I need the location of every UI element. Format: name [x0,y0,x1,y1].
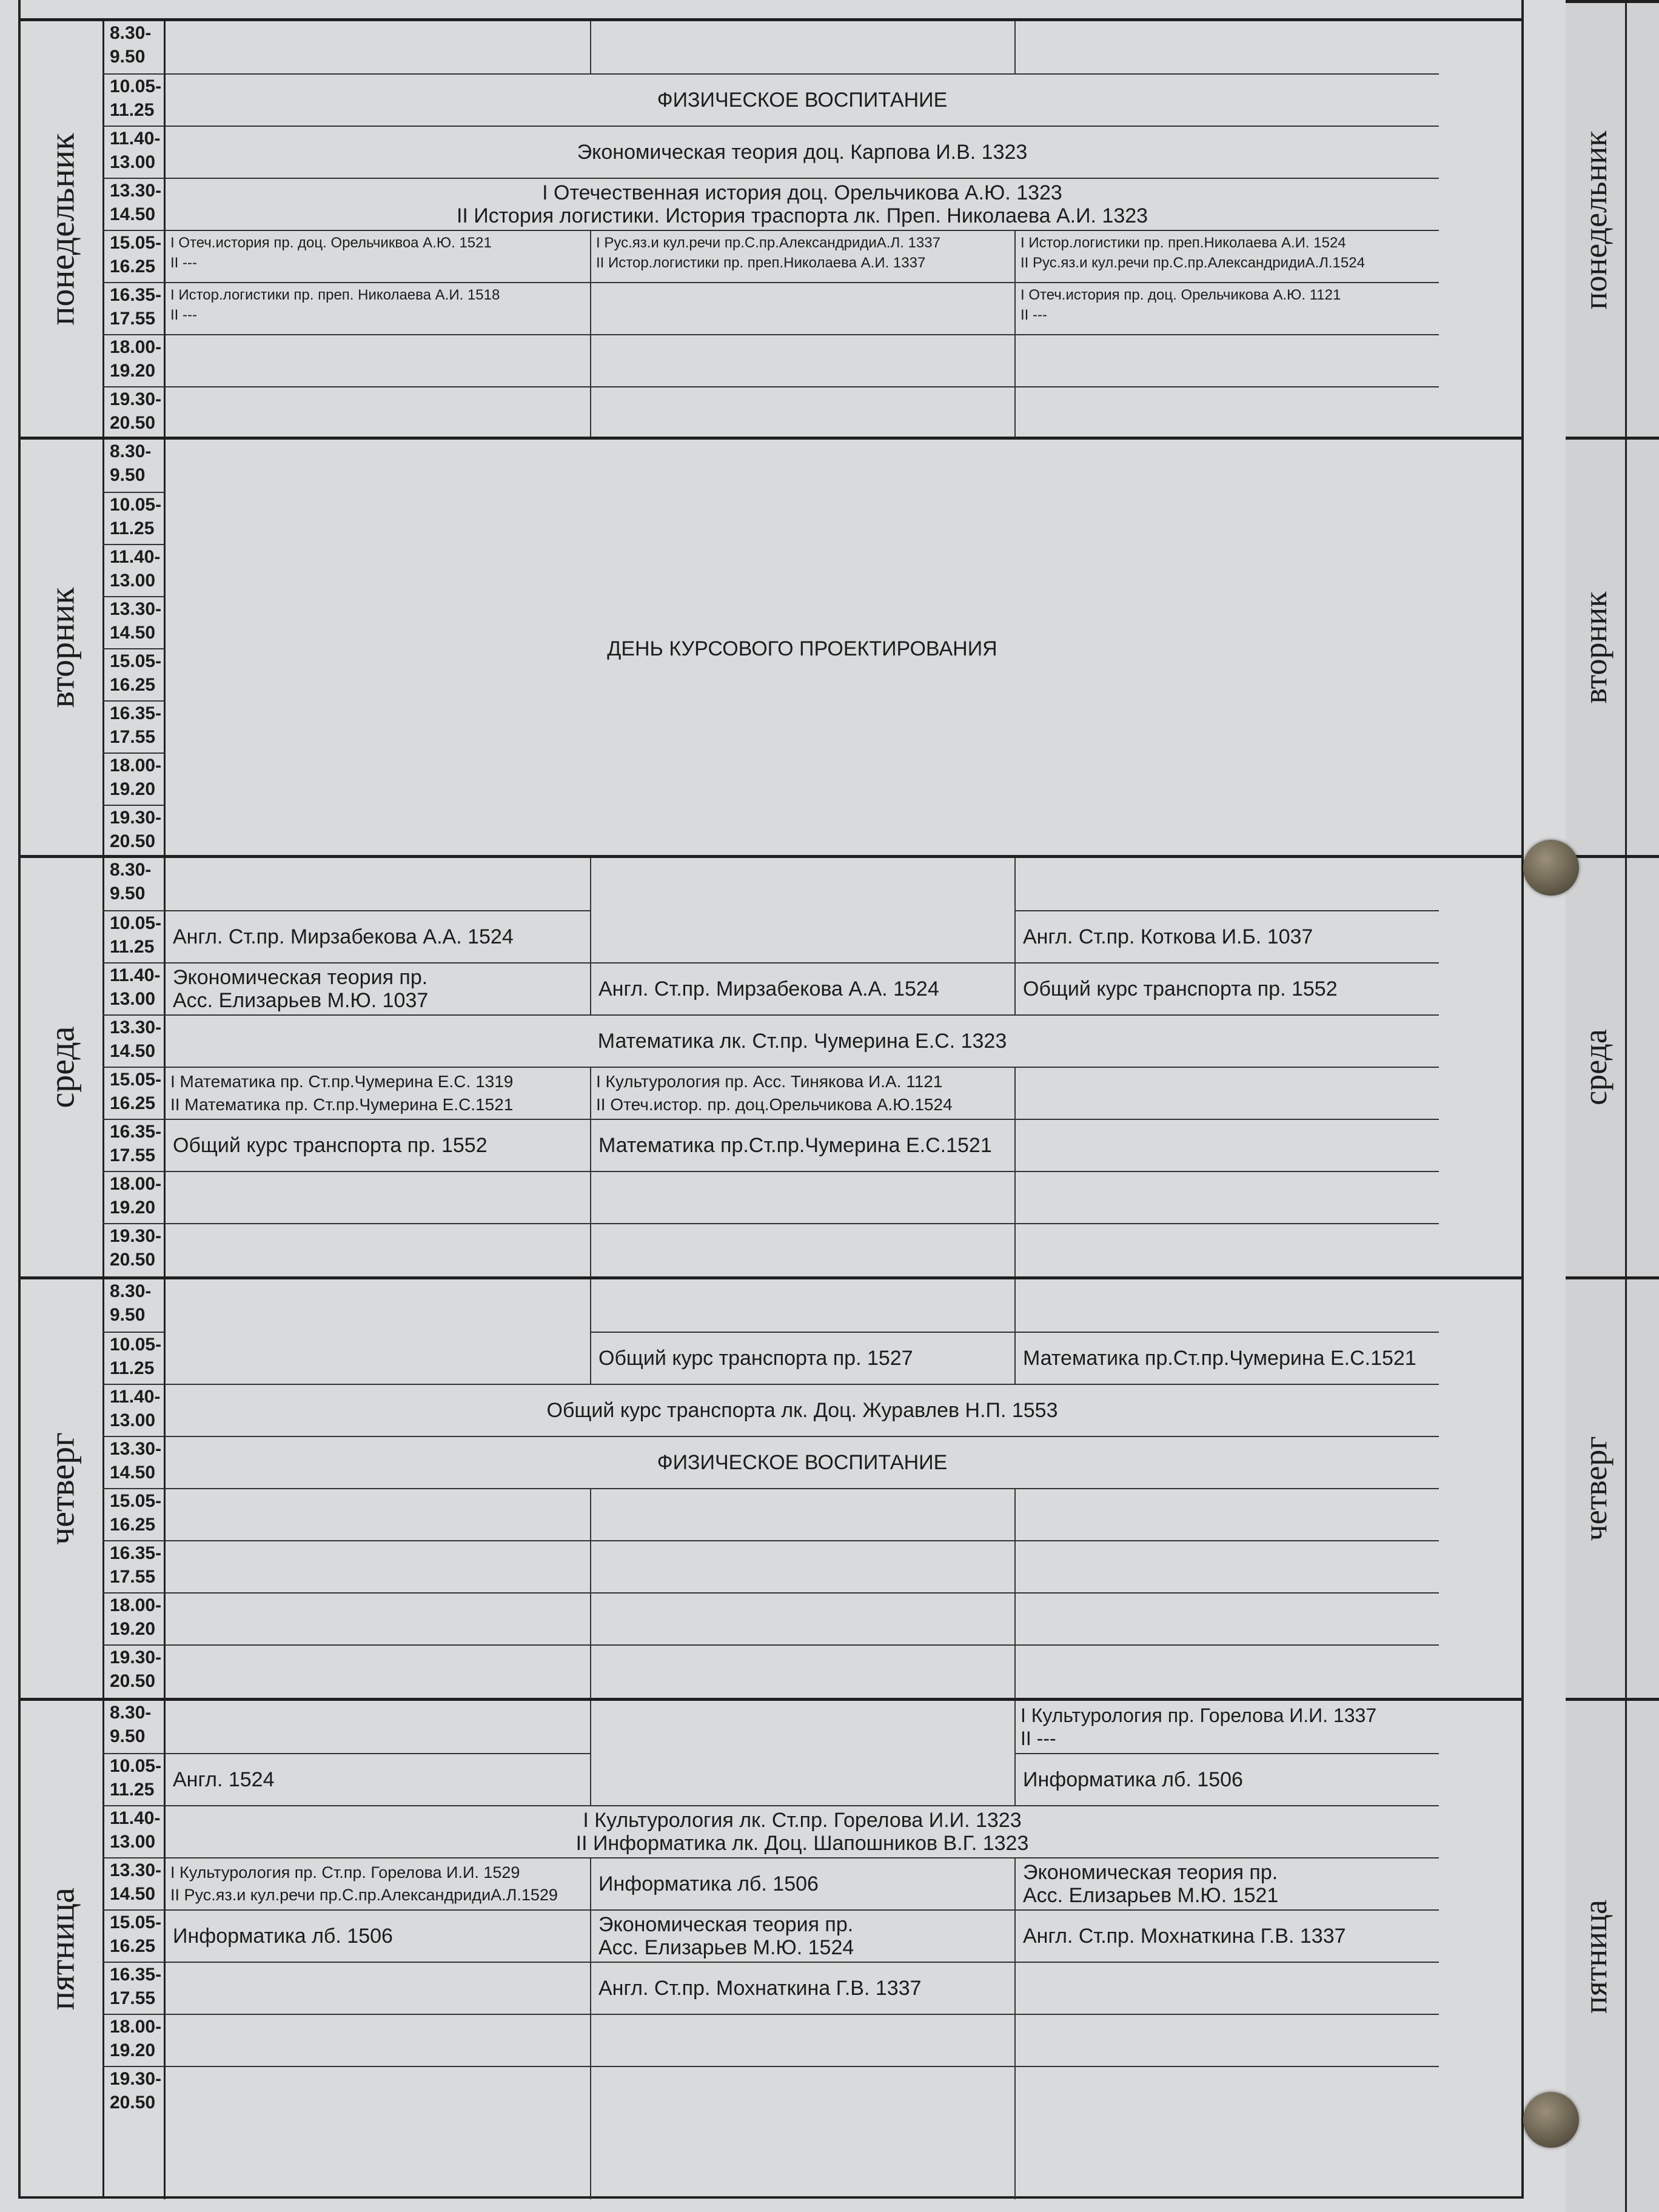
time-slot [102,440,166,492]
time-slot [102,1223,166,1279]
time-slot [102,1332,166,1384]
cell [1014,1171,1439,1223]
time-label: 13.30- [110,1860,162,1880]
cell [590,858,1014,962]
time-slot [102,1592,166,1644]
time-slot [102,178,166,230]
class-cell: I Отеч.история пр. доц. Орельчикова А.Ю. 1121 II --- [1014,282,1439,334]
time-label: 11.40- [110,129,161,149]
cell [1014,334,1439,386]
day-friday [21,1698,1521,2196]
time-label: 11.40- [110,1808,161,1828]
time-label: 15.05- [110,1912,162,1932]
time-column [1625,3,1659,437]
class-cell: Общий курс транспорта пр. 1527 [590,1332,1014,1384]
time-column [1625,1279,1659,1698]
thumbtack-icon [1523,2092,1579,2148]
cell [1014,1592,1439,1644]
day-label: четверг [21,1279,104,1698]
time-label: 17.55 [110,1145,156,1165]
time-label: 19.20 [110,361,156,381]
cell [590,1279,1014,1332]
time-label: 9.50 [110,1305,146,1325]
time-column [1625,858,1659,1276]
time-label: 19.20 [110,1619,156,1639]
cell [166,1540,590,1592]
time-label: 14.50 [110,204,156,224]
time-label: 13.00 [110,1410,156,1430]
right-day-monday [1566,0,1659,437]
time-label: 10.05- [110,76,162,96]
class-cell: Англ. Ст.пр. Мохнаткина Г.В. 1337 [1014,1909,1439,1962]
right-day-thursday [1566,1276,1659,1698]
time-slot [102,1384,166,1436]
time-label: 17.55 [110,1988,156,2008]
day-label: среда [1566,858,1627,1276]
time-label: 10.05- [110,1756,162,1776]
cell [590,1592,1014,1644]
cell [590,2014,1014,2066]
cell [1014,1962,1439,2014]
cell [166,1644,590,1701]
cell [590,282,1014,334]
time-label: 18.00- [110,1595,162,1615]
cell [166,1488,590,1540]
class-cell: Математика пр.Ст.пр.Чумерина Е.С.1521 [590,1119,1014,1171]
time-label: 8.30- [110,1703,152,1723]
time-slot [102,1067,166,1119]
class-cell: I Культурология лк. Ст.пр. Горелова И.И. 1323 II Информатика лк. Доц. Шапошников В.Г. 1323 [166,1805,1439,1857]
time-label: 17.55 [110,1567,156,1587]
day-wednesday [21,855,1521,1276]
cell [166,1171,590,1223]
class-cell: Англ. Ст.пр. Мирзабекова А.А. 1524 [166,910,590,962]
cell [166,1279,590,1384]
class-cell: Экономическая теория пр. Асс. Елизарьев М.Ю. 1521 [1014,1857,1439,1909]
thumbtack-icon [1523,840,1579,896]
time-slot [102,73,166,126]
time-label: 16.25 [110,1093,156,1113]
time-label: 17.55 [110,309,156,329]
time-label: 9.50 [110,465,146,485]
class-cell: Экономическая теория пр. Асс. Елизарьев М.Ю. 1524 [590,1909,1014,1962]
time-label: 13.00 [110,571,156,591]
time-label: 19.30- [110,389,162,409]
time-label: 15.05- [110,1070,162,1090]
time-label: 11.25 [110,1780,155,1800]
time-label: 14.50 [110,1463,156,1483]
time-slot [102,1436,166,1488]
time-label: 16.35- [110,285,162,305]
time-slot [102,910,166,962]
day-label: четверг [1566,1279,1627,1698]
class-cell: I Культурология пр. Ст.пр. Горелова И.И. 1529 II Рус.яз.и кул.речи пр.С.пр.АлександридиА.Л.1529 [166,1857,590,1909]
time-slot [102,596,166,648]
time-slot [102,2066,166,2199]
cell [166,1592,590,1644]
time-slot [102,700,166,752]
time-label: 16.25 [110,256,156,276]
time-label: 11.25 [110,100,155,120]
time-label: 20.50 [110,1250,156,1270]
time-slot [102,648,166,700]
cell [166,858,590,910]
time-label: 9.50 [110,883,146,903]
time-label: 16.35- [110,703,162,723]
class-cell: Математика лк. Ст.пр. Чумерина Е.С. 1323 [166,1014,1439,1067]
time-slot [102,492,166,544]
day-label: среда [21,858,104,1276]
time-slot [102,282,166,334]
time-slot [102,334,166,386]
cell [1014,2014,1439,2066]
time-slot [102,544,166,596]
time-label: 11.25 [110,518,155,538]
class-cell: ДЕНЬ КУРСОВОГО ПРОЕКТИРОВАНИЯ [607,637,997,660]
time-slot [102,126,166,178]
cell [1014,386,1439,440]
class-cell: I Отечественная история доц. Орельчикова А.Ю. 1323 II История логистики. История траспорта лк. Преп. Николаева А.И. 1323 [166,178,1439,230]
time-label: 13.30- [110,599,162,619]
time-label: 8.30- [110,441,152,461]
right-day-tuesday [1566,437,1659,855]
time-label: 11.40- [110,547,161,567]
day-label: вторник [1566,440,1627,855]
class-cell: Общий курс транспорта пр. 1552 [166,1119,590,1171]
time-label: 14.50 [110,1041,156,1061]
time-label: 16.35- [110,1122,162,1142]
time-slot [102,1488,166,1540]
class-cell: I Математика пр. Ст.пр.Чумерина Е.С. 1319 II Математика пр. Ст.пр.Чумерина Е.С.1521 [166,1067,590,1119]
cell [1014,858,1439,910]
time-label: 10.05- [110,913,162,933]
time-label: 13.00 [110,152,156,172]
day-thursday [21,1276,1521,1698]
cell [590,1171,1014,1223]
time-label: 9.50 [110,1726,146,1746]
time-slot [102,386,166,440]
time-label: 15.05- [110,233,162,253]
class-cell: I Культурология пр. Асс. Тинякова И.А. 1121 II Отеч.истор. пр. доц.Орельчикова А.Ю.1524 [590,1067,1014,1119]
time-label: 13.30- [110,1439,162,1459]
cell [166,21,590,73]
class-cell: ФИЗИЧЕСКОЕ ВОСПИТАНИЕ [166,73,1439,126]
time-label: 13.30- [110,1017,162,1037]
class-cell: Математика пр.Ст.пр.Чумерина Е.С.1521 [1014,1332,1439,1384]
time-slot [102,1909,166,1962]
time-label: 11.25 [110,1358,155,1378]
time-label: 15.05- [110,1491,162,1511]
schedule-table [18,0,1524,2199]
time-label: 11.40- [110,1387,161,1407]
cell [1014,1540,1439,1592]
time-label: 16.25 [110,1515,156,1535]
time-slot [102,858,166,910]
time-slot [102,1540,166,1592]
time-slot [102,1171,166,1223]
time-label: 19.30- [110,1647,162,1667]
time-label: 20.50 [110,413,156,433]
cell [1014,21,1439,73]
cell [166,2066,590,2199]
time-slot [102,752,166,805]
time-label: 16.25 [110,1936,156,1956]
cell [590,21,1014,73]
cell [1014,1488,1439,1540]
cell [166,1223,590,1279]
time-label: 13.00 [110,989,156,1009]
time-label: 10.05- [110,495,162,515]
cell [166,1962,590,2014]
time-slot [102,1857,166,1909]
class-cell: I Истор.логистики пр. преп. Николаева А.И. 1518 II --- [166,282,590,334]
day-label: понедельник [21,21,104,437]
cell [1014,1279,1439,1332]
time-label: 8.30- [110,23,152,43]
time-label: 19.20 [110,779,156,799]
time-label: 15.05- [110,651,162,671]
time-label: 8.30- [110,1281,152,1301]
time-slot [102,2014,166,2066]
time-label: 16.35- [110,1965,162,1985]
time-slot [102,1962,166,2014]
time-label: 20.50 [110,1671,156,1691]
time-label: 18.00- [110,1174,162,1194]
cell [1014,2066,1439,2199]
cell [166,386,590,440]
time-slot [102,1701,166,1753]
time-slot [102,1805,166,1857]
time-label: 19.30- [110,808,162,828]
class-cell: Экономическая теория пр. Асс. Елизарьев М.Ю. 1037 [166,962,590,1014]
time-label: 9.50 [110,47,146,67]
cell [166,1701,590,1753]
class-cell: Общий курс транспорта пр. 1552 [1014,962,1439,1014]
class-cell: I Отеч.история пр. доц. Орельчиквоа А.Ю. 1521 II --- [166,230,590,282]
time-label: 20.50 [110,831,156,851]
day-label: пятница [1566,1701,1627,2212]
time-label: 14.50 [110,1884,156,1904]
time-slot [102,962,166,1014]
cell [1014,1644,1439,1701]
class-cell: ФИЗИЧЕСКОЕ ВОСПИТАНИЕ [166,1436,1439,1488]
right-day-wednesday [1566,855,1659,1276]
time-label: 17.55 [110,727,156,747]
time-label: 19.20 [110,2040,156,2060]
time-label: 11.25 [110,937,155,957]
cell [1014,1067,1439,1119]
class-cell: Информатика лб. 1506 [166,1909,590,1962]
cell [1014,1223,1439,1279]
class-cell: Англ. 1524 [166,1753,590,1805]
time-slot [102,1279,166,1332]
time-column [1625,440,1659,855]
class-cell: Англ. Ст.пр. Мирзабекова А.А. 1524 [590,962,1014,1014]
class-cell: Информатика лб. 1506 [590,1857,1014,1909]
day-label: пятница [21,1701,104,2196]
time-label: 13.30- [110,181,162,201]
time-column [1625,1701,1659,2212]
time-label: 11.40- [110,965,161,985]
class-cell: Экономическая теория доц. Карпова И.В. 1323 [166,126,1439,178]
time-label: 18.00- [110,337,162,357]
cell [590,386,1014,440]
cell [590,1488,1014,1540]
cell [590,2066,1014,2199]
time-label: 18.00- [110,756,162,776]
time-label: 19.30- [110,1226,162,1246]
time-label: 10.05- [110,1335,162,1355]
time-label: 19.20 [110,1198,156,1218]
class-cell: Англ. Ст.пр. Коткова И.Б. 1037 [1014,910,1439,962]
cell [590,1540,1014,1592]
class-cell: I Истор.логистики пр. преп.Николаева А.И. 1524 II Рус.яз.и кул.речи пр.С.пр.АлександридиА.Л.1524 [1014,230,1439,282]
time-slot [102,1753,166,1805]
class-cell: I Культурология пр. Горелова И.И. 1337 II --- [1014,1701,1439,1753]
time-label: 20.50 [110,2093,156,2113]
time-label: 8.30- [110,860,152,880]
time-slot [102,1014,166,1067]
cell [166,334,590,386]
time-label: 16.25 [110,675,156,695]
cell [590,1701,1014,1805]
time-slot [102,1119,166,1171]
time-slot [102,805,166,858]
class-cell: Информатика лб. 1506 [1014,1753,1439,1805]
time-label: 14.50 [110,623,156,643]
class-cell: I Рус.яз.и кул.речи пр.С.пр.АлександридиА.Л. 1337 II Истор.логистики пр. преп.Николаева А.И. 1337 [590,230,1014,282]
time-label: 16.35- [110,1543,162,1563]
cell [1014,1119,1439,1171]
cell [166,2014,590,2066]
day-tuesday [21,437,1521,855]
day-label: вторник [21,440,104,855]
time-slot [102,1644,166,1701]
time-label: 18.00- [110,2017,162,2037]
day-label: понедельник [1566,3,1627,437]
time-slot [102,230,166,282]
class-cell: Англ. Ст.пр. Мохнаткина Г.В. 1337 [590,1962,1014,2014]
time-label: 19.30- [110,2069,162,2089]
time-label: 13.00 [110,1832,156,1852]
day-monday [21,18,1521,437]
class-cell: Общий курс транспорта лк. Доц. Журавлев Н.П. 1553 [166,1384,1439,1436]
right-day-friday [1566,1698,1659,2212]
cell [590,334,1014,386]
time-slot [102,21,166,73]
cell [590,1644,1014,1701]
cell [590,1223,1014,1279]
